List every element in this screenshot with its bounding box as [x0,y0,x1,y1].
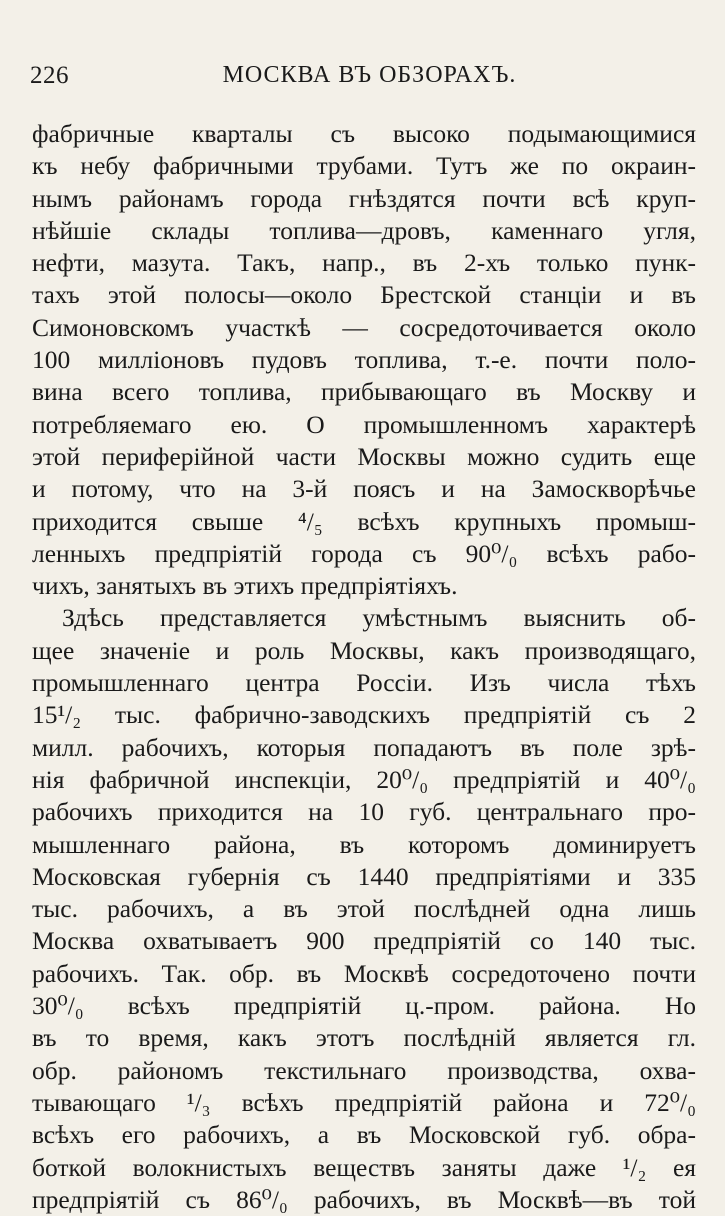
page-number: 226 [30,62,69,89]
body-text [32,118,696,1216]
text-line: Москва охватываетъ 900 предпріятій со 140 тыс. [32,926,696,956]
text-line: рабочихъ приходится на 10 губ. центральнаго про- [32,797,696,827]
page-header [30,62,695,102]
text-line: фабричные кварталы съ высоко подымающимися [32,119,696,148]
text-line: Московская губернія съ 1440 предпріятіями и 335 [32,861,696,891]
text-line: приходится свыше ⁴/₅ всѣхъ крупныхъ промыш- [32,506,696,536]
text-line: въ то время, какъ этотъ послѣдній является гл. [32,1023,696,1053]
text-line: нымъ районамъ города гнѣздятся почти всѣ круп- [32,183,696,213]
text-line: 100 милліоновъ пудовъ топлива, т.-е. почти поло- [32,345,696,375]
text-line: тыс. рабочихъ, а въ этой послѣдней одна лишь [32,894,696,924]
text-line: вина всего топлива, прибывающаго въ Москву и [32,377,696,407]
text-line: промышленнаго центра Россіи. Изъ числа тѣхъ [32,668,696,698]
text-line: рабочихъ. Так. обр. въ Москвѣ сосредоточено почти [32,958,696,988]
paragraph-first-line: Здѣсь представляется умѣстнымъ выяснить об- [62,603,696,633]
text-line: Симоновскомъ участкѣ — сосредоточивается около [32,312,696,342]
text-line: мышленнаго района, въ которомъ доминируетъ [32,829,696,859]
text-line: чихъ, занятыхъ въ этихъ предпріятіяхъ. [32,571,458,601]
text-line: нія фабричной инспекціи, 20⁰/₀ предпріятій и 40⁰/₀ [32,764,696,794]
text-line: этой периферійной части Москвы можно судить еще [32,441,696,471]
text-line: всѣхъ его рабочихъ, а въ Московской губ. обра- [32,1120,696,1150]
text-line: потребляемаго ею. О промышленномъ характерѣ [32,409,696,439]
text-line: обр. райономъ текстильнаго производства, охва- [32,1055,696,1085]
text-line: тахъ этой полосы—около Брестской станціи и въ [32,280,696,310]
text-line: нефти, мазута. Такъ, напр., въ 2-хъ только пунк- [32,248,696,278]
text-line: милл. рабочихъ, которыя попадаютъ въ поле зрѣ- [32,732,696,762]
text-line: предпріятій съ 86⁰/₀ рабочихъ, въ Москвѣ—въ той [32,1184,696,1214]
text-line: ленныхъ предпріятій города съ 90⁰/₀ всѣхъ рабо- [32,538,696,568]
running-title: МОСКВА ВЪ ОБЗОРАХЪ. [222,62,517,88]
text-line: и потому, что на 3-й поясъ и на Замоскворѣчье [32,474,696,504]
text-line: нѣйшіе склады топлива—дровъ, каменнаго угля, [32,215,696,245]
text-line: 30⁰/₀ всѣхъ предпріятій ц.-пром. района. Но [32,991,696,1021]
text-line: щее значеніе и роль Москвы, какъ производящаго, [32,635,696,665]
text-line: къ небу фабричными трубами. Тутъ же по окраин- [32,151,696,181]
text-line: боткой волокнистыхъ веществъ заняты даже ¹/₂ ея [32,1152,696,1182]
text-line: тывающаго ¹/₃ всѣхъ предпріятій района и 72⁰/₀ [32,1087,696,1117]
text-line: 15¹/₂ тыс. фабрично-заводскихъ предпріятій съ 2 [32,700,696,730]
